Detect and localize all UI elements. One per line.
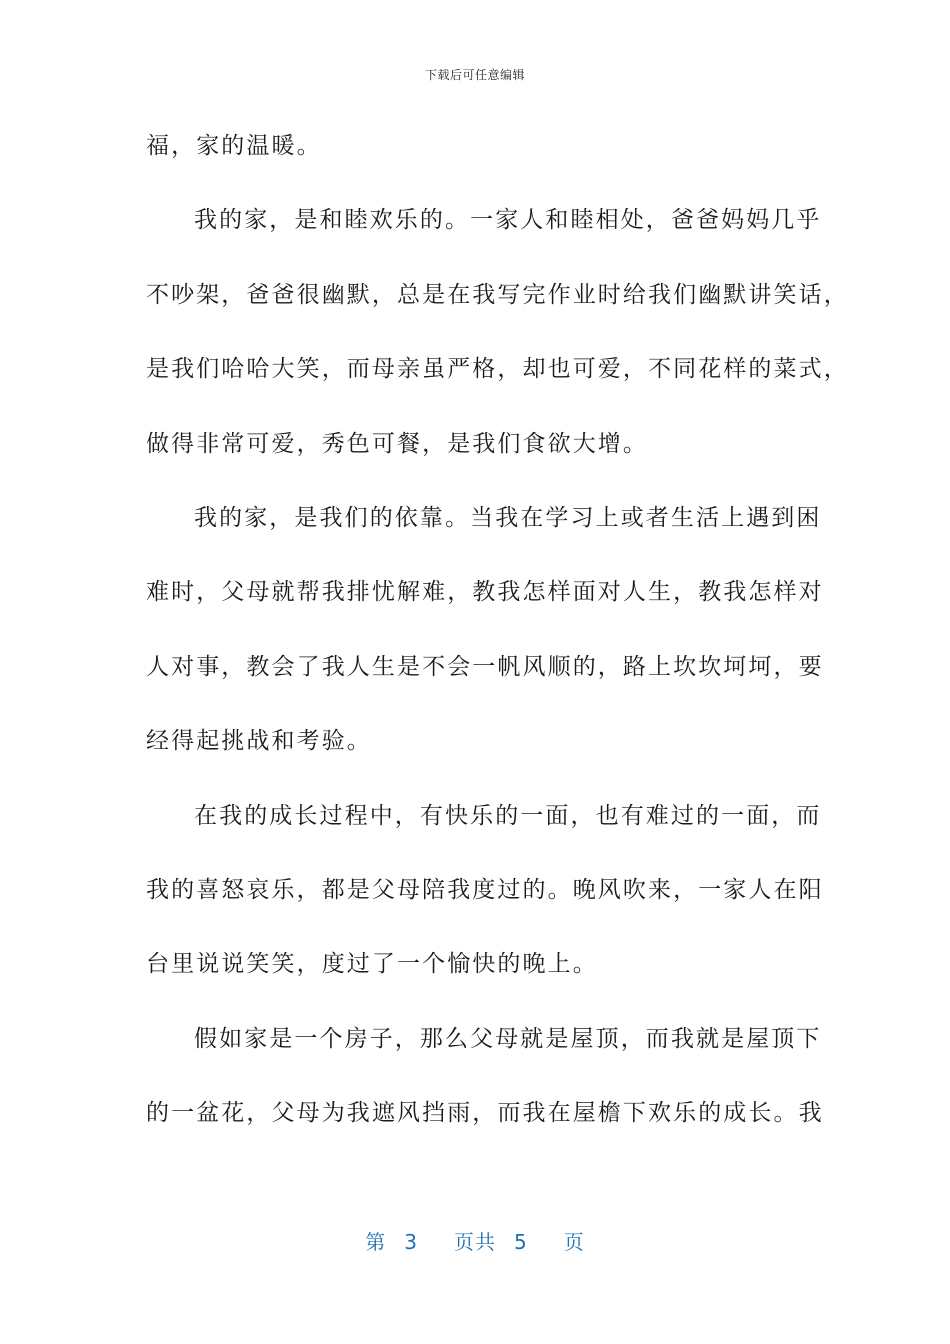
page-header: 下载后可任意编辑 <box>424 68 525 82</box>
page-footer <box>0 1226 950 1255</box>
text-line: 我的喜怒哀乐，都是父母陪我度过的。晚风吹来，一家人在阳 <box>146 876 824 903</box>
text-line: 难时，父母就帮我排忧解难，教我怎样面对人生，教我怎样对 <box>146 579 824 606</box>
text-line: 台里说说笑笑，度过了一个愉快的晚上。 <box>146 951 598 978</box>
text-line: 人对事，教会了我人生是不会一帆风顺的，路上坎坎坷坷，要 <box>146 653 824 680</box>
text-line: 是我们哈哈大笑，而母亲虽严格，却也可爱，不同花样的菜式， <box>146 356 849 383</box>
text-line: 福，家的温暖。 <box>146 133 322 159</box>
text-line: 不吵架，爸爸很幽默，总是在我写完作业时给我们幽默讲笑话， <box>146 281 849 308</box>
body-text <box>146 119 849 1160</box>
footer-suffix: 页 <box>563 1230 585 1254</box>
text-line: 假如家是一个房子，那么父母就是屋顶，而我就是屋顶下 <box>194 1025 822 1052</box>
text-line: 做得非常可爱，秀色可餐，是我们食欲大增。 <box>146 430 648 457</box>
footer-total-pages: 5 <box>514 1230 528 1254</box>
footer-current-page: 3 <box>404 1230 418 1254</box>
text-line: 的一盆花，父母为我遮风挡雨，而我在屋檐下欢乐的成长。我 <box>146 1100 824 1127</box>
text-line: 在我的成长过程中，有快乐的一面，也有难过的一面，而 <box>194 802 822 829</box>
text-line: 我的家，是我们的依靠。当我在学习上或者生活上遇到困 <box>194 504 822 531</box>
text-line: 我的家，是和睦欢乐的。一家人和睦相处，爸爸妈妈几乎 <box>194 207 822 234</box>
footer-prefix: 第 <box>365 1230 387 1254</box>
text-line: 经得起挑战和考验。 <box>146 728 372 755</box>
footer-middle: 页共 <box>454 1230 496 1254</box>
